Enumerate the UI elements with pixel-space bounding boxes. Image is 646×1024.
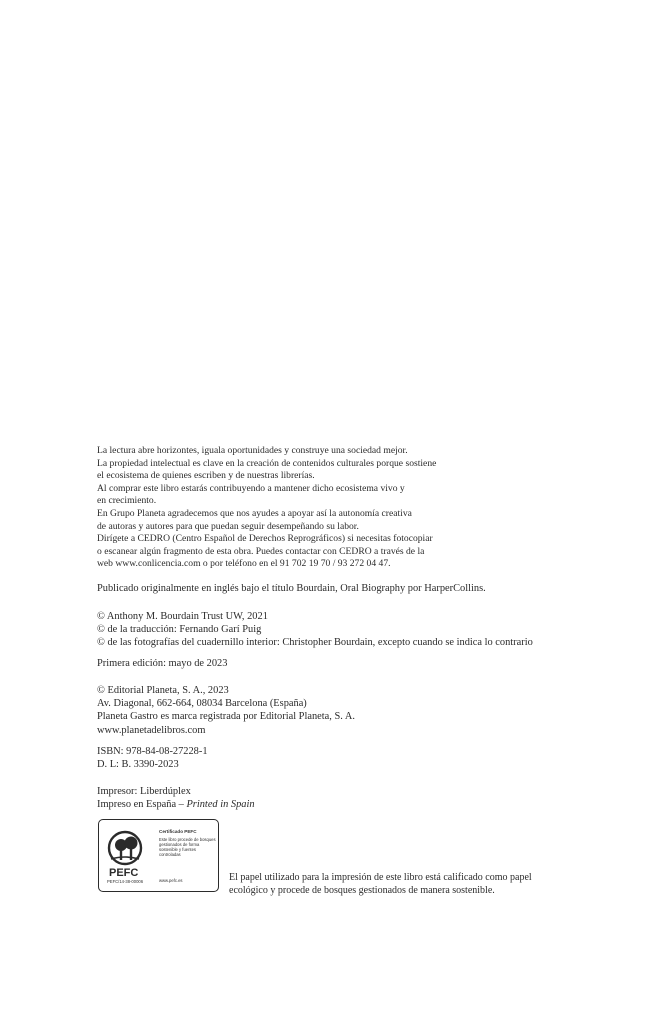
original-publication-text: Publicado originalmente en inglés bajo el título Bourdain, Oral Biography por HarperCollins.: [97, 583, 486, 594]
copyright-block: [97, 610, 533, 650]
isbn-block: [97, 745, 208, 771]
reading-notice: [97, 445, 436, 571]
notice-line: Dirígete a CEDRO (Centro Español de Derechos Reprográficos) si necesitas fotocopiar: [97, 533, 433, 545]
pefc-website: www.pefc.es: [159, 878, 183, 883]
notice-line: La lectura abre horizontes, iguala oportunidades y construye una sociedad mejor.: [97, 445, 408, 456]
notice-line: el ecosistema de quienes escriben y de nuestras librerías.: [97, 470, 315, 482]
notice-line: en crecimiento.: [97, 495, 157, 507]
copyright-line: © de las fotografías del cuadernillo interior: Christopher Bourdain, excepto cuando se indica lo contrario: [97, 637, 533, 649]
pefc-body: Este libro procede de bosques gestionados de forma sostenible y fuentes controladas: [159, 837, 216, 857]
notice-line: La propiedad intelectual es clave en la creación de contenidos culturales porque sostiene: [97, 457, 437, 469]
publisher-line: Av. Diagonal, 662-664, 08034 Barcelona (España): [97, 698, 307, 710]
notice-line: o escanear algún fragmento de esta obra. Puedes contactar con CEDRO a través de la: [97, 545, 425, 557]
paper-notice-line: ecológico y procede de bosques gestionados de manera sostenible.: [229, 884, 495, 896]
edition: [97, 657, 227, 670]
pefc-description: [159, 829, 217, 857]
isbn: ISBN: 978-84-08-27228-1: [97, 746, 208, 757]
printed-in-english: Printed in Spain: [186, 799, 255, 811]
copyright-line: © Anthony M. Bourdain Trust UW, 2021: [97, 611, 268, 622]
paper-notice: [229, 872, 532, 897]
publisher-line: © Editorial Planeta, S. A., 2023: [97, 685, 229, 696]
edition-text: Primera edición: mayo de 2023: [97, 658, 228, 669]
original-publication: [97, 582, 486, 595]
printed-in-label: Impreso en España –: [97, 799, 187, 811]
copyright-line: © de la traducción: Fernando Garí Puig: [97, 624, 262, 636]
pefc-code: PEFC/14-38-00006: [107, 879, 144, 884]
publisher-line: www.planetadelibros.com: [97, 724, 206, 736]
pefc-tree-logo-icon: [105, 828, 155, 884]
notice-line: En Grupo Planeta agradecemos que nos ayudes a apoyar así la autonomía creativa: [97, 507, 412, 519]
legal-deposit: D. L: B. 3390-2023: [97, 759, 179, 771]
pefc-brand: PEFC: [109, 867, 139, 879]
publisher-line: Planeta Gastro es marca registrada por Editorial Planeta, S. A.: [97, 711, 355, 723]
printer: Impresor: Liberdúplex: [97, 786, 191, 797]
publisher-block: [97, 684, 355, 737]
pefc-title: Certificado PEFC: [159, 829, 197, 834]
notice-line: web www.conlicencia.com o por teléfono en el 91 702 19 70 / 93 272 04 47.: [97, 558, 391, 570]
paper-notice-line: El papel utilizado para la impresión de este libro está calificado como papel: [229, 872, 532, 883]
pefc-certification-badge: [98, 819, 219, 892]
printer-block: [97, 785, 255, 811]
printed-in: [97, 798, 255, 811]
notice-line: de autoras y autores para que puedan seguir desempeñando su labor.: [97, 520, 359, 532]
notice-line: Al comprar este libro estarás contribuyendo a mantener dicho ecosistema vivo y: [97, 482, 405, 494]
